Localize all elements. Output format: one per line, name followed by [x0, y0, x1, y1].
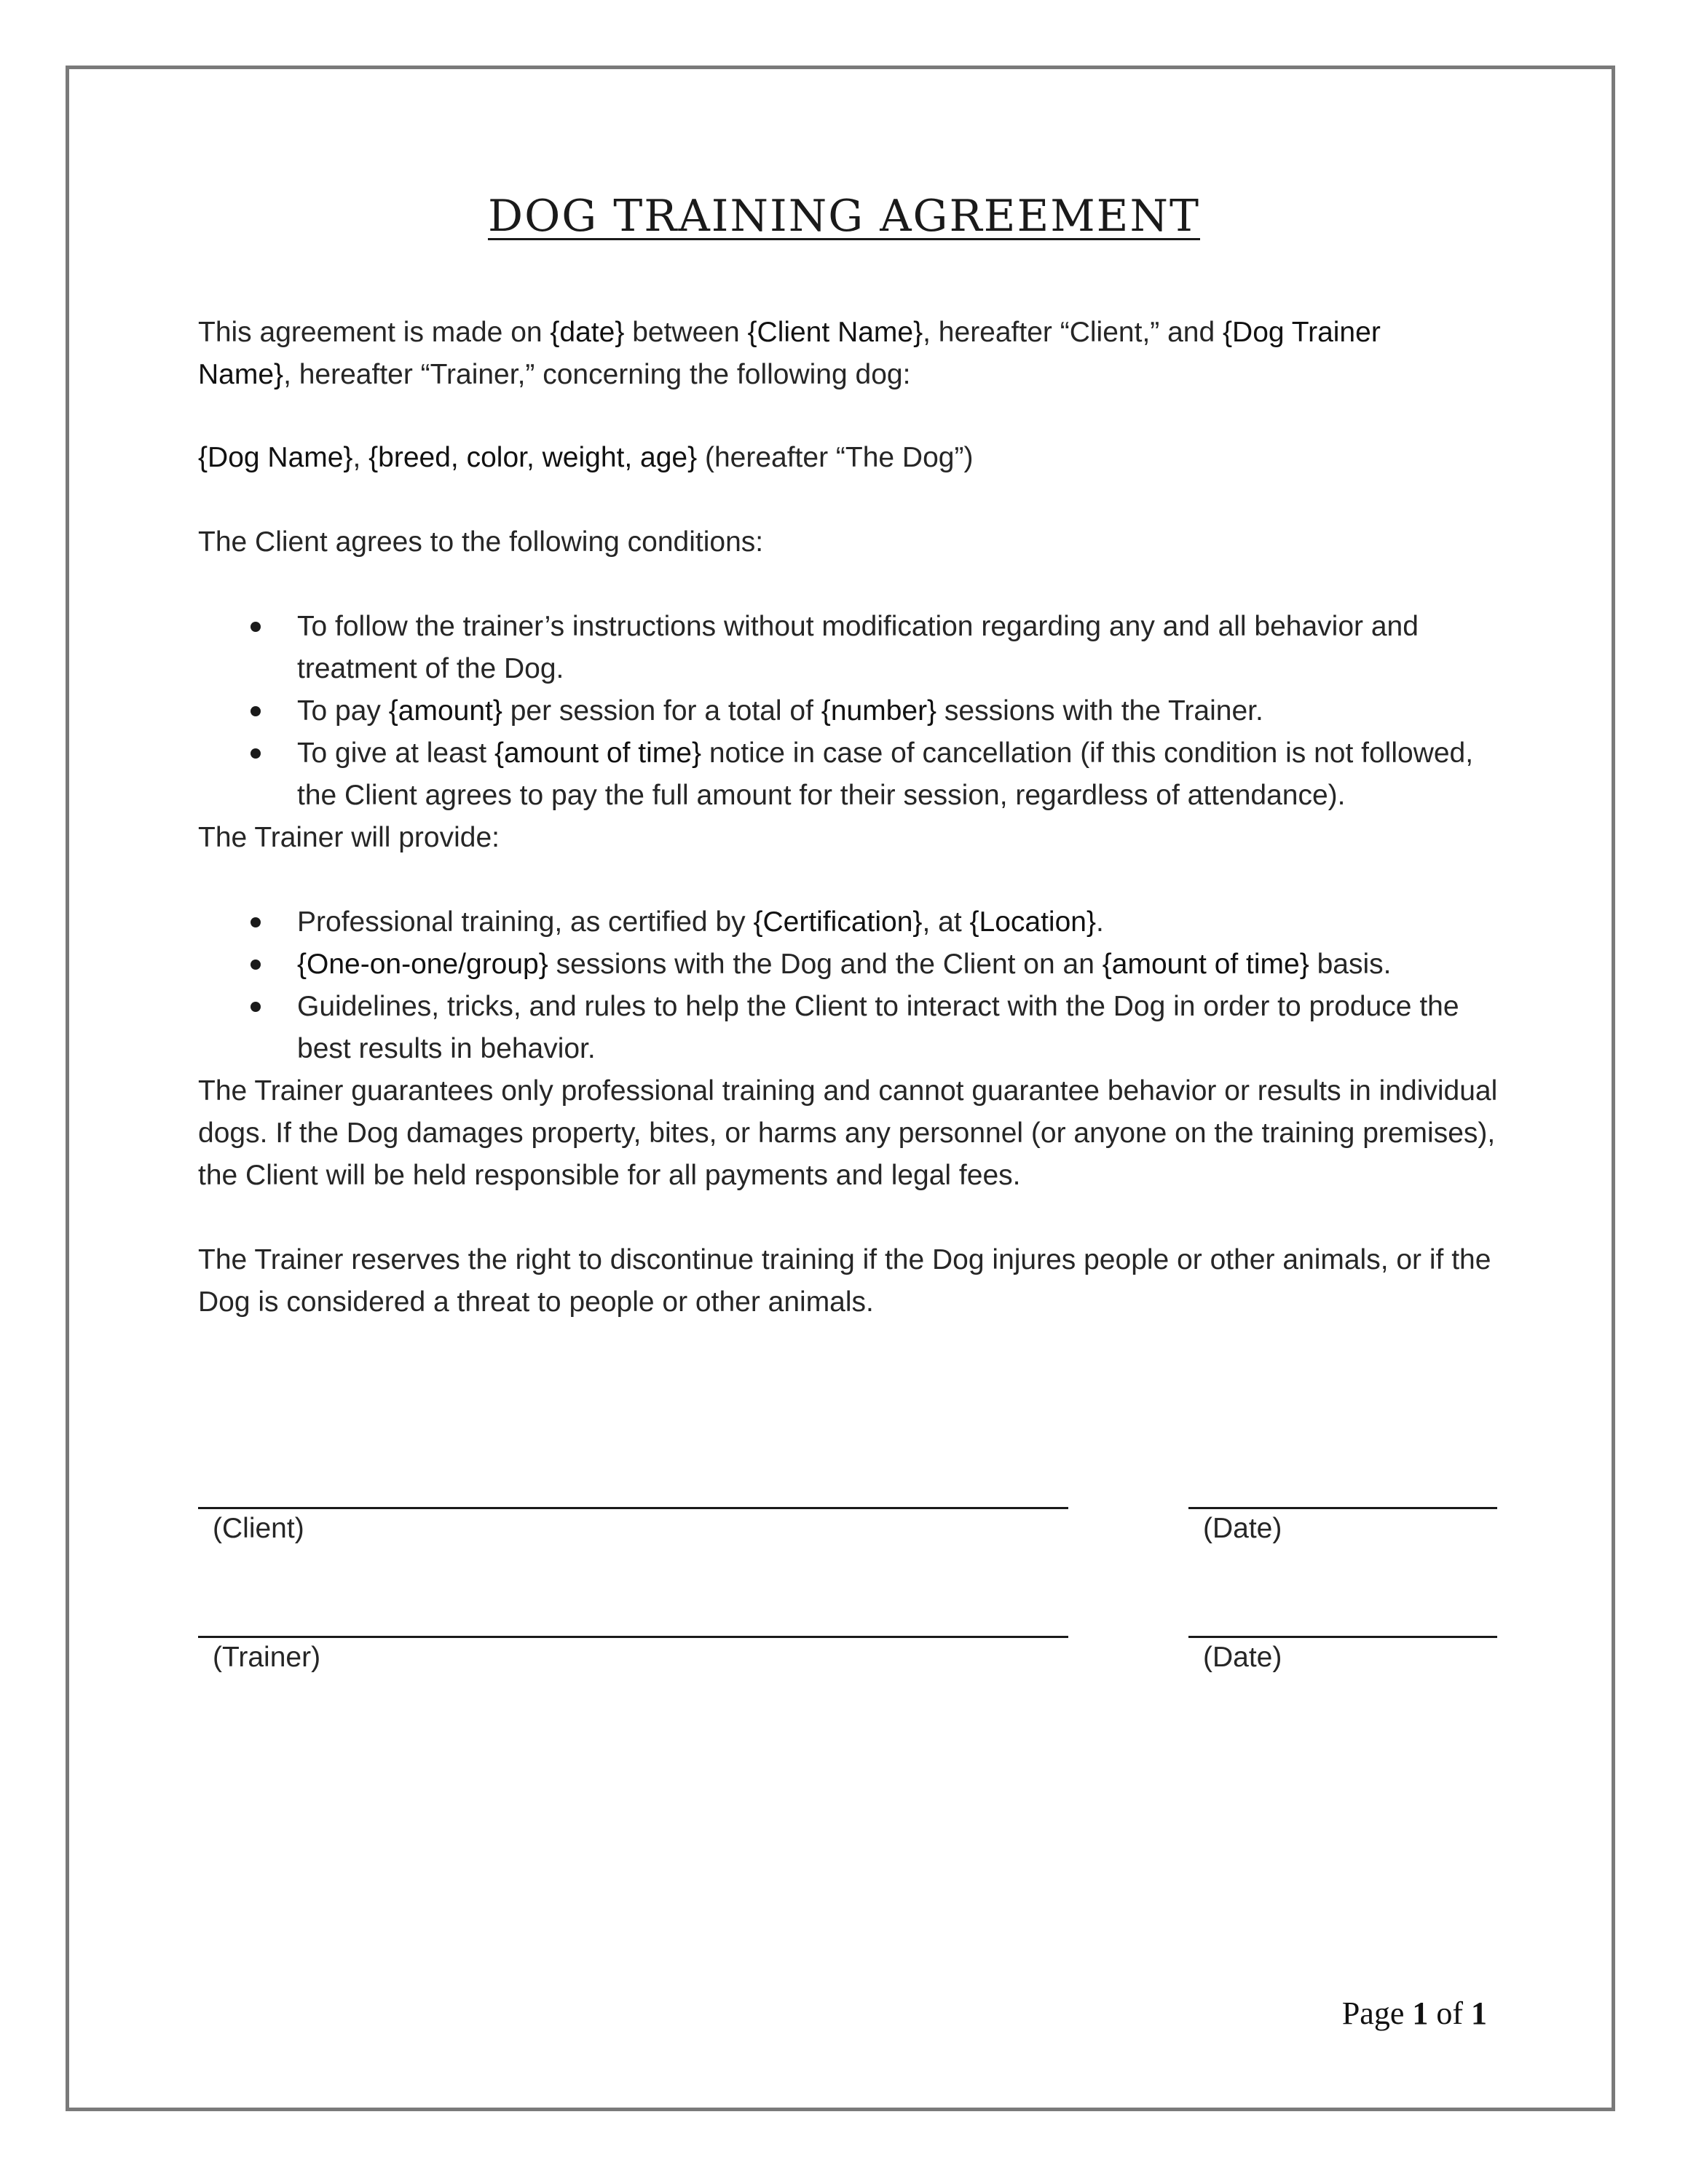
client-section — [198, 521, 1509, 1324]
trainer-heading: The Trainer will provide: — [198, 822, 500, 853]
guarantee-paragraph: The Trainer guarantees only professional training and cannot guarantee behavior or results in individual dogs. If the Dog damages property, bites, or harms any personnel (or anyone on the training premises), the Client will be held responsible for all payments and legal fees. — [198, 1075, 1498, 1191]
client-signature-label: (Client) — [213, 1513, 304, 1544]
bullet-icon — [251, 960, 261, 970]
number-placeholder[interactable]: {number} — [821, 695, 937, 727]
list-item: To give at least {amount of time} notice in case of cancellation (if this condition is not followed, the Client agrees to pay the full amount for their session, regardless of attendance). — [198, 732, 1509, 817]
list-item: Professional training, as certified by {Certification}, at {Location}. — [198, 901, 1509, 943]
session-frequency-placeholder[interactable]: {amount of time} — [1102, 949, 1309, 980]
client-conditions-list — [198, 606, 1509, 817]
date-placeholder[interactable]: {date} — [550, 317, 625, 348]
dog-details-placeholder[interactable]: {breed, color, weight, age} — [368, 442, 698, 473]
bullet-icon — [251, 748, 261, 759]
client-date-line[interactable] — [1188, 1507, 1497, 1509]
intro-paragraph: This agreement is made on {date} between {Client Name}, hereafter “Client,” and {Dog Trainer Name}, hereafter “Trainer,” concerning the following dog: — [198, 317, 1381, 390]
amount-placeholder[interactable]: {amount} — [388, 695, 502, 727]
bullet-icon — [251, 917, 261, 927]
trainer-name-placeholder[interactable]: {Dog Trainer Name} — [198, 317, 1381, 390]
list-item: Guidelines, tricks, and rules to help the Client to interact with the Dog in order to produce the best results in behavior. — [198, 986, 1509, 1070]
list-item: {One-on-one/group} sessions with the Dog and the Client on an {amount of time} basis. — [198, 943, 1509, 986]
certification-placeholder[interactable]: {Certification} — [753, 906, 923, 938]
client-signature-line[interactable] — [198, 1507, 1068, 1509]
document-title: DOG TRAINING AGREEMENT — [487, 191, 1200, 242]
session-type-placeholder[interactable]: {One-on-one/group} — [297, 949, 548, 980]
trainer-signature-label: (Trainer) — [213, 1642, 321, 1673]
trainer-date-label: (Date) — [1203, 1642, 1282, 1673]
bullet-icon — [251, 706, 261, 716]
page-number: Page 1 of 1 — [1341, 1995, 1487, 2031]
discontinue-paragraph: The Trainer reserves the right to discontinue training if the Dog injures people or other animals, or if the Dog is considered a threat to people or other animals. — [198, 1244, 1491, 1318]
location-placeholder[interactable]: {Location} — [969, 906, 1097, 938]
client-heading: The Client agrees to the following conditions: — [198, 526, 764, 558]
client-name-placeholder[interactable]: {Client Name} — [747, 317, 923, 348]
trainer-provisions-list — [198, 901, 1509, 1070]
trainer-date-line[interactable] — [1188, 1636, 1497, 1638]
list-item: To follow the trainer’s instructions without modification regarding any and all behavior and treatment of the Dog. — [198, 606, 1509, 690]
bullet-icon — [251, 622, 261, 632]
trainer-signature-line[interactable] — [198, 1636, 1068, 1638]
bullet-icon — [251, 1002, 261, 1012]
client-date-label: (Date) — [1203, 1513, 1282, 1544]
list-item: To pay {amount} per session for a total of {number} sessions with the Trainer. — [198, 690, 1509, 732]
notice-time-placeholder[interactable]: {amount of time} — [494, 737, 701, 769]
dog-line: {Dog Name}, {breed, color, weight, age} (hereafter “The Dog”) — [198, 442, 974, 473]
dog-name-placeholder[interactable]: {Dog Name} — [198, 442, 353, 473]
